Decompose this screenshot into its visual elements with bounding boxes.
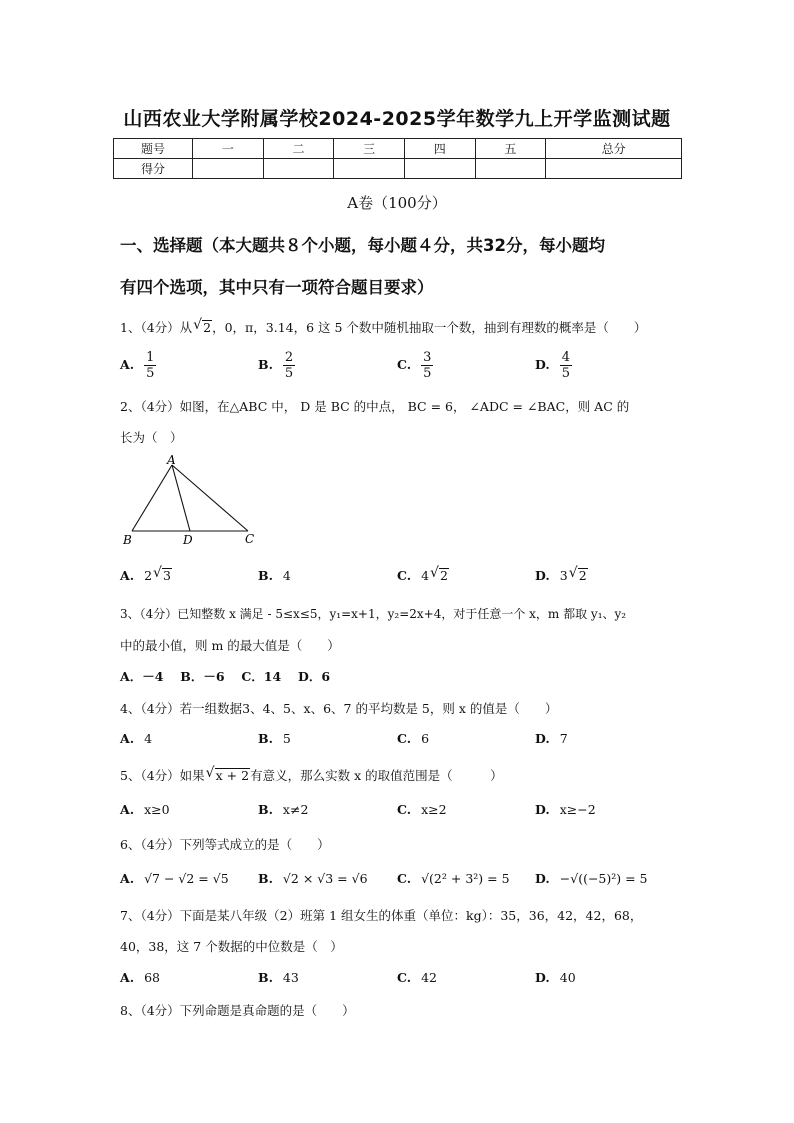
option-letter: A. bbox=[120, 731, 135, 746]
score-header-cell: 五 bbox=[475, 139, 546, 159]
score-cell bbox=[334, 159, 405, 179]
radical: √ 2 bbox=[578, 568, 588, 583]
edge-ad bbox=[172, 465, 190, 531]
vertex-label-a: A bbox=[167, 455, 176, 467]
option-text: 43 bbox=[282, 970, 299, 985]
option-text: 4 bbox=[282, 568, 291, 583]
score-header-cell: 三 bbox=[334, 139, 405, 159]
q7-option-a bbox=[120, 970, 160, 985]
question-8: 8、（4分）下列命题是真命题的是（ ） bbox=[120, 1003, 355, 1018]
question-2-line1: 2、（4分）如图，在△ABC 中， D 是 BC 的中点， BC = 6， ∠ADC = ∠BAC，则 AC 的 bbox=[120, 399, 630, 414]
q2-option-c bbox=[397, 568, 449, 583]
q1-option-b bbox=[258, 350, 295, 381]
option-text: −√((−5)²) = 5 bbox=[559, 871, 648, 886]
option-text: x≠2 bbox=[282, 802, 309, 817]
q5-radical: √ x + 2 bbox=[215, 768, 250, 783]
option-text: 42 bbox=[421, 970, 437, 985]
question-5 bbox=[120, 766, 680, 784]
fraction-numerator: 2 bbox=[284, 350, 294, 365]
coefficient: 2 bbox=[144, 568, 153, 583]
volume-heading: A卷（100分） bbox=[347, 194, 447, 212]
option-letter: B. bbox=[258, 970, 273, 985]
option-letter: C. bbox=[397, 731, 412, 746]
option-letter: C. bbox=[397, 970, 412, 985]
coefficient: 3 bbox=[559, 568, 568, 583]
fraction-numerator: 1 bbox=[146, 350, 155, 365]
option-letter: C. bbox=[397, 568, 412, 583]
fraction-denominator: 5 bbox=[284, 366, 294, 381]
q3-options: A．－4 B．－6 C．14 D．6 bbox=[120, 669, 331, 684]
score-header-cell: 题号 bbox=[114, 139, 193, 159]
q4-option-a bbox=[120, 731, 152, 746]
fraction-denominator: 5 bbox=[561, 366, 571, 381]
score-cell bbox=[475, 159, 546, 179]
vertex-label-d: D bbox=[183, 533, 193, 547]
fraction-denominator: 5 bbox=[146, 366, 155, 381]
fraction-numerator: 4 bbox=[561, 350, 571, 365]
q2-option-a bbox=[120, 568, 172, 583]
option-letter: D. bbox=[535, 357, 550, 372]
option-letter: D. bbox=[535, 568, 550, 583]
q5-suffix: 有意义，那么实数 x 的取值范围是（ ） bbox=[250, 768, 503, 783]
option-letter: A. bbox=[120, 357, 135, 372]
q1-option-a bbox=[120, 350, 156, 381]
edge-ab bbox=[132, 465, 172, 531]
q7-option-d bbox=[535, 970, 576, 985]
vertex-label-b: B bbox=[123, 533, 132, 547]
option-letter: B. bbox=[258, 802, 273, 817]
option-text: √(2² + 3²) = 5 bbox=[421, 871, 510, 886]
q5-prefix: 5、（4分）如果 bbox=[120, 768, 205, 783]
score-table-header-row bbox=[114, 139, 682, 159]
q7-option-c bbox=[397, 970, 437, 985]
option-letter: C. bbox=[397, 357, 412, 372]
score-header-cell: 二 bbox=[263, 139, 334, 159]
q2-option-b bbox=[258, 568, 291, 583]
score-table-score-row bbox=[114, 159, 682, 179]
q5-option-c bbox=[397, 802, 447, 817]
option-letter: A. bbox=[120, 871, 135, 886]
score-cell bbox=[263, 159, 334, 179]
option-letter: C. bbox=[397, 802, 412, 817]
option-text: 68 bbox=[144, 970, 160, 985]
vertex-label-c: C bbox=[245, 532, 255, 546]
option-letter: B. bbox=[258, 357, 273, 372]
fraction-numerator: 3 bbox=[423, 350, 432, 365]
q6-option-a bbox=[120, 871, 229, 886]
option-text: 5 bbox=[282, 731, 291, 746]
q5-option-a bbox=[120, 802, 170, 817]
q4-option-b bbox=[258, 731, 291, 746]
score-header-cell: 一 bbox=[193, 139, 264, 159]
option-letter: A. bbox=[120, 802, 135, 817]
section-heading-line2: 有四个选项，其中只有一项符合题目要求） bbox=[120, 278, 434, 297]
question-3-line2: 中的最小值，则 m 的最大值是（ ） bbox=[120, 638, 340, 653]
score-header-cell: 四 bbox=[404, 139, 475, 159]
question-3-line1: 3、（4分）已知整数 x 满足 - 5≤x≤5，y₁=x+1，y₂=2x+4，对于任意一个 x，m 都取 y₁、y₂ bbox=[120, 607, 627, 621]
q6-option-d bbox=[535, 871, 648, 886]
question-1 bbox=[120, 318, 680, 336]
score-table bbox=[113, 138, 682, 179]
question-2-line2: 长为（ ） bbox=[120, 430, 183, 445]
fraction-denominator: 5 bbox=[423, 366, 432, 381]
question-7-line2: 40，38，这 7 个数据的中位数是（ ） bbox=[120, 939, 343, 954]
option-letter: D. bbox=[535, 970, 550, 985]
score-cell bbox=[404, 159, 475, 179]
question-6: 6、（4分）下列等式成立的是（ ） bbox=[120, 837, 330, 852]
score-header-cell: 总分 bbox=[546, 139, 682, 159]
option-text: 40 bbox=[559, 970, 576, 985]
q1-suffix: ，0，π，3.14，6 这 5 个数中随机抽取一个数，抽到有理数的概率是（ ） bbox=[212, 320, 647, 335]
option-letter: D. bbox=[535, 731, 550, 746]
edge-ac bbox=[172, 465, 248, 531]
option-letter: B. bbox=[258, 731, 273, 746]
q4-option-d bbox=[535, 731, 568, 746]
option-letter: A. bbox=[120, 970, 135, 985]
q7-option-b bbox=[258, 970, 299, 985]
page-title: 山西农业大学附属学校2024-2025学年数学九上开学监测试题 bbox=[123, 108, 671, 130]
q1-option-d bbox=[535, 350, 572, 381]
coefficient: 4 bbox=[421, 568, 430, 583]
option-letter: B. bbox=[258, 568, 273, 583]
option-letter: D. bbox=[535, 802, 550, 817]
q6-option-b bbox=[258, 871, 368, 886]
option-letter: B. bbox=[258, 871, 273, 886]
q1-radical: √ 2 bbox=[202, 320, 212, 335]
option-text: 4 bbox=[144, 731, 153, 746]
score-row-label: 得分 bbox=[114, 159, 193, 179]
question-4: 4、（4分）若一组数据3、4、5、x、6、7 的平均数是 5，则 x 的值是（ ） bbox=[120, 701, 558, 716]
q5-option-b bbox=[258, 802, 308, 817]
radical: √ 3 bbox=[162, 568, 172, 583]
option-text: x≥−2 bbox=[559, 802, 596, 817]
radical: √ 2 bbox=[439, 568, 449, 583]
option-text: x≥0 bbox=[144, 802, 170, 817]
option-text: 7 bbox=[559, 731, 568, 746]
q6-option-c bbox=[397, 871, 510, 886]
option-text: √2 × √3 = √6 bbox=[282, 871, 368, 886]
score-cell bbox=[546, 159, 682, 179]
q2-option-d bbox=[535, 568, 588, 583]
q1-prefix: 1、（4分）从 bbox=[120, 320, 193, 335]
q1-option-c bbox=[397, 350, 433, 381]
q4-option-c bbox=[397, 731, 429, 746]
option-letter: A. bbox=[120, 568, 135, 583]
score-cell bbox=[193, 159, 264, 179]
option-letter: C. bbox=[397, 871, 412, 886]
triangle-figure bbox=[122, 455, 272, 547]
option-letter: D. bbox=[535, 871, 550, 886]
section-heading-line1: 一、选择题（本大题共８个小题，每小题４分，共32分，每小题均 bbox=[120, 236, 605, 255]
q5-option-d bbox=[535, 802, 596, 817]
option-text: √7 − √2 = √5 bbox=[144, 871, 229, 886]
question-7-line1: 7、（4分）下面是某八年级（2）班第 1 组女生的体重（单位：kg）：35，36，42，42，68， bbox=[120, 908, 643, 923]
option-text: x≥2 bbox=[421, 802, 447, 817]
option-text: 6 bbox=[421, 731, 430, 746]
